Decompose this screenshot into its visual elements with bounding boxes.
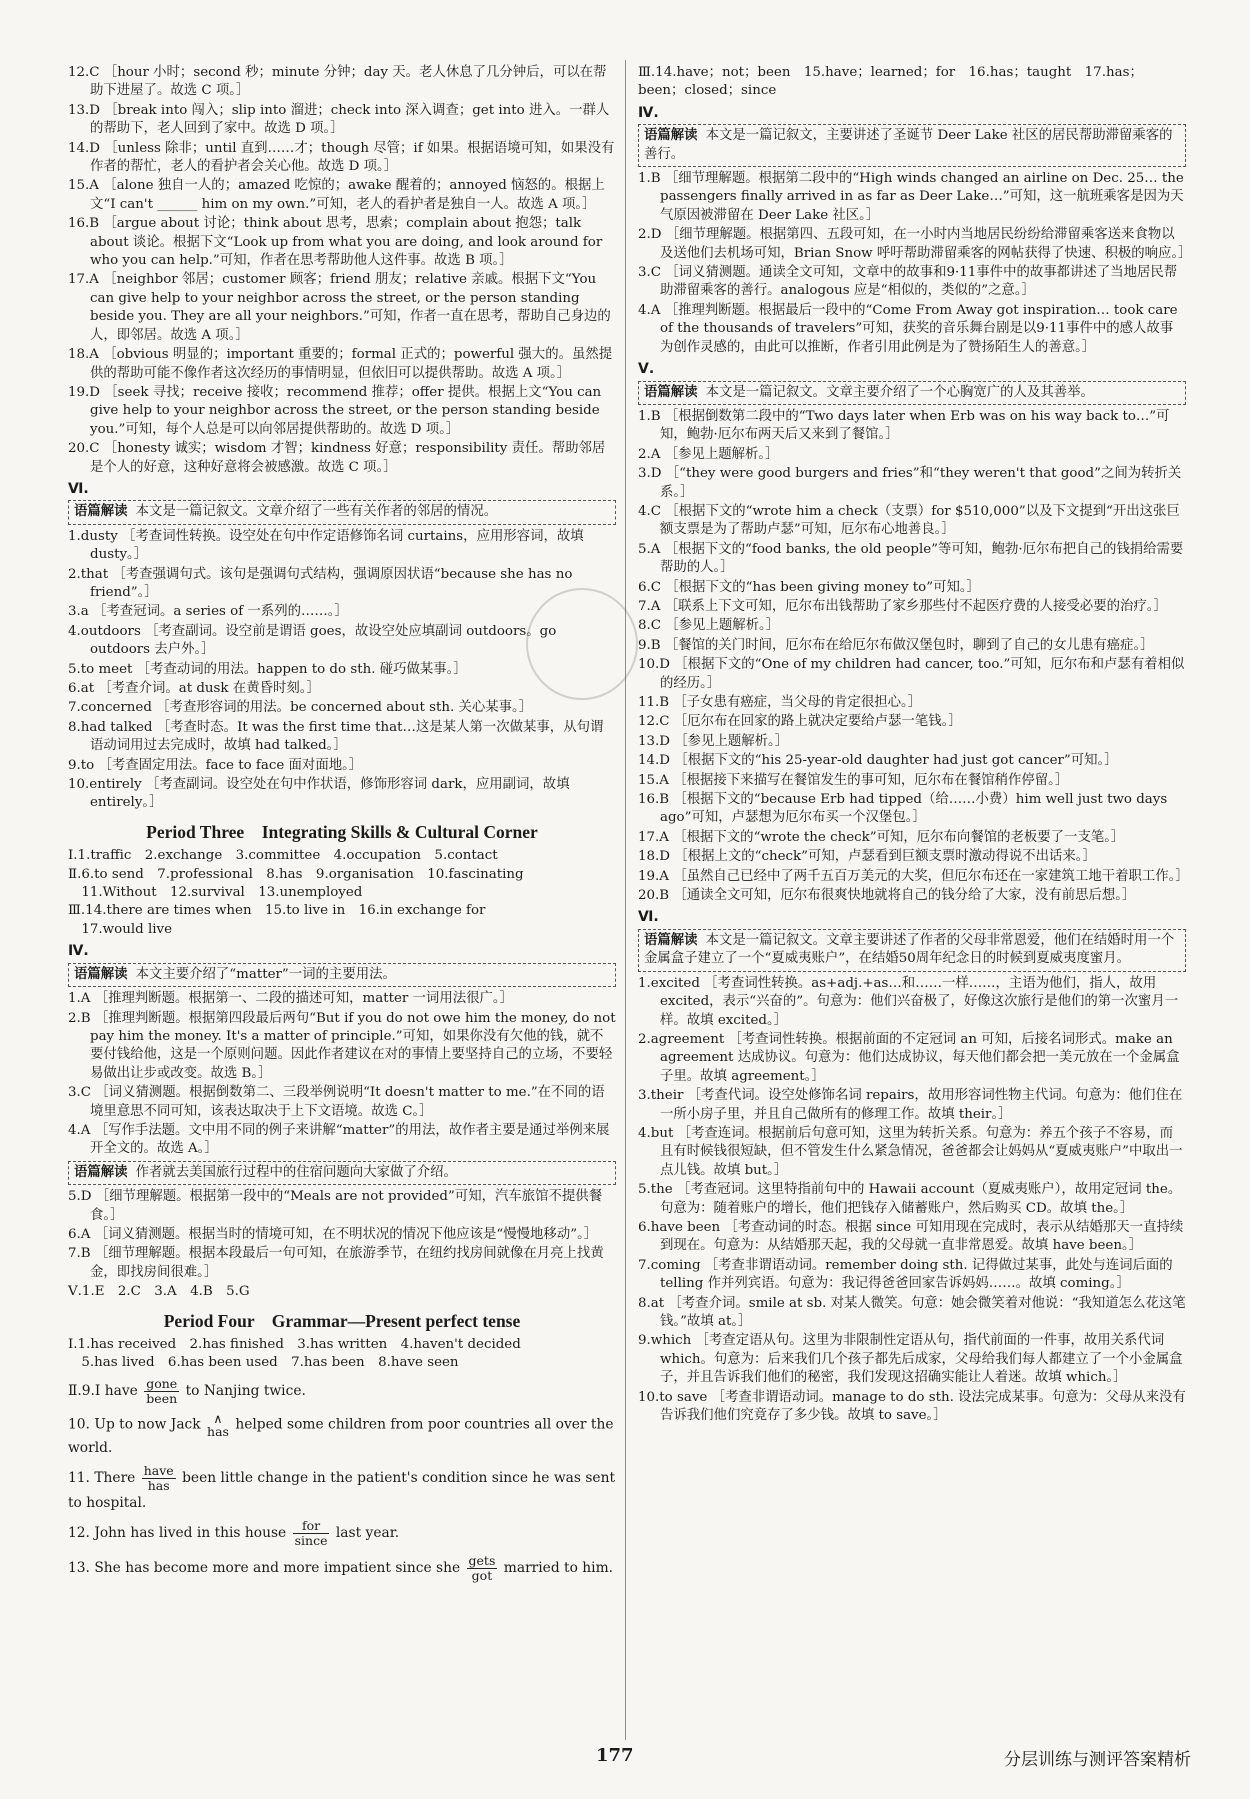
answer-item: 4.outdoors ［考查副词。设空前是谓语 goes，故设空处应填副词 outdoors。go outdoors 去户外。］ xyxy=(68,623,557,658)
left-column xyxy=(68,64,616,1589)
passage-summary-box xyxy=(68,500,616,524)
answer-item: 18.A ［obvious 明显的；important 重要的；formal 正式的；powerful 强大的。虽然提供的帮助可能不像作者这次经历的事情明显，但依旧可以提供帮助。故选 A 项。］ xyxy=(68,347,613,381)
answer-item: 2.agreement ［考查词性转换。根据前面的不定冠词 an 可知，后接名词形式。make an agreement 达成协议。句意为：他们达成协议，每天他们都会把一美元放在一个金属盒子里。故填 agreement。］ xyxy=(638,1031,1180,1084)
passage-summary-text: 作者就去美国旅行过程中的住宿问题向大家做了介绍。 xyxy=(135,1164,457,1180)
answer-item: 17.A ［根据下文的“wrote the check”可知，厄尔布向餐馆的老板要了一支笔。］ xyxy=(638,829,1125,845)
section-marker: Ⅴ. xyxy=(638,361,655,378)
correction-replacement xyxy=(142,1464,176,1493)
answer-item: 9.B ［餐馆的关门时间，厄尔布在给厄尔布做汉堡包时，聊到了自己的女儿患有癌症。］ xyxy=(638,637,1154,653)
correction-text: 12. John has lived in this house xyxy=(68,1524,287,1541)
passage-summary-text: 本文是一篇记叙文。文章介绍了一些有关作者的邻居的情况。 xyxy=(135,504,498,520)
section-marker: Ⅳ. xyxy=(68,943,89,960)
answer-row: 11.Without 12.survival 13.unemployed xyxy=(68,885,363,901)
answer-item: 12.C ［厄尔布在回家的路上就决定要给卢瑟一笔钱。］ xyxy=(638,714,962,730)
answer-item: 8.had talked ［考查时态。It was the first time that…这是某人第一次做某事，从句谓语动词用过去完成时，故填 had talked。］ xyxy=(68,719,604,754)
answer-item: 4.C ［根据下文的“wrote him a check（支票）for $510,000”以及下文提到“开出这张巨额支票是为了帮助卢瑟”可知，厄尔布心地善良。］ xyxy=(638,503,1180,538)
answer-item: 14.D ［根据下文的“his 25-year-old daughter had just got cancer”可知。］ xyxy=(638,753,1118,769)
answer-item: 4.A ［推理判断题。根据最后一段中的“Come From Away got inspiration… took care of the thousands of travelers”可知，获奖的音乐舞台剧是以9·11事件中的感人故事为创作灵感的，由此可以推断，作者引用此例是为了赞扬陌生人的善意。］ xyxy=(638,302,1178,355)
passage-summary-label: 语篇解读 xyxy=(74,966,128,982)
answer-item: 2.A ［参见上题解析。］ xyxy=(638,446,779,462)
answer-item: 5.A ［根据下文的“food banks, the old people”等可知，鲍勃·厄尔布把自己的钱捐给需要帮助的人。］ xyxy=(638,541,1184,576)
correction-text: been little change in the patient's condition since he was sent to hospital. xyxy=(68,1469,616,1511)
answer-item: 6.A ［词义猜测题。根据当时的情境可知，在不明状况的情况下他应该是“慢慢地移动”。］ xyxy=(68,1226,598,1242)
answer-item: 4.but ［考查连词。根据前后句意可知，这里为转折关系。句意为：养五个孩子不容易，而且有时候钱很短缺，但不管发生什么紧急情况，爸爸都会让妈妈从“夏威夷账户”中取出一点儿钱。故填 but。］ xyxy=(638,1125,1183,1178)
passage-summary-text: 本文是一篇记叙文，主要讲述了圣诞节 Deer Lake 社区的居民帮助滞留乘客的善行。 xyxy=(644,128,1173,162)
answer-item: 6.C ［根据下文的“has been giving money to”可知。］ xyxy=(638,579,980,595)
answer-item: 20.B ［通读全文可知，厄尔布很爽快地就将自己的钱分给了大家，没有前思后想。］ xyxy=(638,888,1136,904)
corrected-word: since xyxy=(294,1532,328,1548)
passage-summary-label: 语篇解读 xyxy=(644,384,698,400)
section-marker: Ⅵ. xyxy=(638,909,659,926)
passage-summary-text: 本文是一篇记叙文。文章主要介绍了一个心胸宽广的人及其善举。 xyxy=(705,384,1094,400)
corrected-word: has xyxy=(147,1477,170,1493)
period-four-title: Period Four Grammar—Present perfect tense xyxy=(163,1310,521,1331)
correction-text: Ⅱ.9.I have xyxy=(68,1382,138,1399)
passage-summary-label: 语篇解读 xyxy=(74,504,128,520)
passage-summary-box xyxy=(638,381,1186,405)
answer-item: 12.C ［hour 小时；second 秒；minute 分钟；day 天。老人休息了几分钟后，可以在帮助下进屋了。故选 C 项。］ xyxy=(68,65,607,99)
answer-item: 6.have been ［考查动词的时态。根据 since 可知用现在完成时，表示从结婚那天一直持续到现在。句意为：从结婚那天起，我的父母就一直非常恩爱。故填 have been。］ xyxy=(638,1219,1184,1254)
section-grammar-fill-answers xyxy=(68,528,616,813)
correction-item xyxy=(68,1519,616,1548)
correction-text: last year. xyxy=(335,1524,400,1541)
answer-item: 8.at ［考查介词。smile at sb. 对某人微笑。句意：她会微笑着对他说：“我知道怎么花这笔钱。”故填 at。］ xyxy=(638,1295,1186,1329)
original-word: for xyxy=(293,1519,330,1534)
passage-summary-box xyxy=(638,929,1186,972)
answer-item: 13.D ［参见上题解析。］ xyxy=(638,733,789,749)
corrected-word: got xyxy=(471,1567,493,1583)
answer-item: 7.coming ［考查非谓语动词。remember doing sth. 记得做过某事，此处与连词后面的 telling 作并列宾语。句意为：我记得爸爸回家告诉妈妈……。故填 coming。］ xyxy=(638,1257,1173,1292)
insertion-mark xyxy=(207,1412,229,1438)
original-word: have xyxy=(143,1462,174,1478)
answer-item: 7.A ［联系上下文可知，厄尔布出钱帮助了家乡那些付不起医疗费的人接受必要的治疗。］ xyxy=(638,598,1167,614)
answer-item: 5.D ［细节理解题。根据第一段中的“Meals are not provided”可知，汽车旅馆不提供餐食。］ xyxy=(68,1189,603,1223)
correction-text: 13. She has become more and more impatient since she xyxy=(68,1559,461,1576)
answer-item: 15.A ［alone 独自一人的；amazed 吃惊的；awake 醒着的；annoyed 恼怒的。根据上文“I can't ______ him on my own.”可知，老人的看护者是独自一人。故选 A 项。］ xyxy=(68,178,605,212)
right-column xyxy=(638,64,1192,1426)
answer-row: Ⅰ.1.has received 2.has finished 3.has written 4.haven't decided xyxy=(68,1337,521,1352)
correction-item xyxy=(68,1464,616,1513)
answer-item: 1.excited ［考查词性转换。as+adj.+as…和……一样……，主语为他们，指人，故用 excited，表示“兴奋的”。句意为：他们兴奋极了，好像这次旅行是他们的第一次蜜月一样。故填 excited。］ xyxy=(638,975,1179,1028)
section-cloze-answers xyxy=(68,64,616,477)
footer-title: 分层训练与测评答案精析 xyxy=(1004,1750,1191,1770)
corrected-word: been xyxy=(146,1390,178,1406)
answer-item: 2.D ［细节理解题。根据第四、五段可知，在一小时内当地居民纷纷给滞留乘客送来食物以及送他们去机场可知，Brian Snow 呼吁帮助滞留乘客的网帖获得了快速、积极的响应。］ xyxy=(638,227,1192,261)
correction-item xyxy=(68,1412,616,1458)
answer-item: 18.D ［根据上文的“check”可知，卢瑟看到巨额支票时激动得说不出话来。］ xyxy=(638,849,1096,865)
answer-row: 17.would live xyxy=(68,921,172,937)
answer-item: 1.dusty ［考查词性转换。设空处在句中作定语修饰名词 curtains，应用形容词，故填 dusty。］ xyxy=(68,528,584,563)
answer-item: 6.at ［考查介词。at dusk 在黄昏时刻。］ xyxy=(68,681,320,696)
answer-item: 16.B ［argue about 讨论；think about 思考，思索；complain about 抱怨；talk about 谈论。根据下文“Look up from what you are doing, and look around for who you can help.”可知，作者在思考帮助他人这件事。故选 B 项。］ xyxy=(68,216,603,269)
passage-summary-box xyxy=(638,124,1186,167)
answer-item: 9.to ［考查固定用法。face to face 面对面地。］ xyxy=(68,757,363,773)
correction-replacement xyxy=(467,1554,498,1583)
answer-item: 7.concerned ［考查形容词的用法。be concerned about sth. 关心某事。］ xyxy=(68,700,533,716)
answer-row: Ⅲ.14.have；not；been 15.have；learned；for 16.has；taught 17.has；been；closed；since xyxy=(638,65,1143,99)
answer-item: 1.B ［细节理解题。根据第二段中的“High winds changed an airline on Dec. 25… the passengers finally arrived in as far as Deer Lake…”可知，这一航班乘客是因为天气原因被滞留在 Deer Lake 社区。］ xyxy=(638,171,1184,223)
answer-item: 15.A ［根据接下来描写在餐馆发生的事可知，厄尔布在餐馆稍作停留。］ xyxy=(638,772,1069,788)
answer-item: 9.which ［考查定语从句。这里为非限制性定语从句，指代前面的一件事，故用关系代词 which。句意为：后来我们几个孩子都先后成家，父母给我们每人都建立了一个小金属盒子，并且告诉我们他们的秘密，我们发现这招确实能让人着迷。故填 which。］ xyxy=(638,1333,1183,1386)
original-word: gets xyxy=(468,1552,496,1568)
answer-item: 19.D ［seek 寻找；receive 接收；recommend 推荐；offer 提供。根据上文“You can give help to your neighbor across the street, or the person standing beside you.”可知，每个人总是可以向邻居提供帮助的。故选 D 项。］ xyxy=(68,384,602,437)
column-divider xyxy=(625,60,626,1740)
answer-item: 2.that ［考查强调句式。该句是强调句式结构，强调原因状语“because she has no friend”。］ xyxy=(68,566,573,600)
answer-item: 7.B ［细节理解题。根据本段最后一句可知，在旅游季节，在纽约找房间就像在月亮上找黄金，即找房间很难。］ xyxy=(68,1246,604,1280)
page-number: 177 xyxy=(596,1745,634,1766)
correction-replacement xyxy=(293,1519,330,1548)
passage-summary-label: 语篇解读 xyxy=(644,128,698,144)
passage-summary-box xyxy=(68,963,616,987)
answer-item: 3.their ［考查代词。设空处修饰名词 repairs，故用形容词性物主代词。句意为：他们住在一所小房子里，并且自己做所有的修理工作。故填 their。］ xyxy=(638,1088,1183,1122)
inserted-word: has xyxy=(207,1423,229,1439)
correction-item xyxy=(68,1377,616,1406)
correction-text: 11. There xyxy=(68,1469,136,1486)
answer-item: 20.C ［honesty 诚实；wisdom 才智；kindness 好意；responsibility 责任。帮助邻居是个人的好意，这种好意将会被感激。故选 C 项。］ xyxy=(68,441,606,475)
section-marker: Ⅵ. xyxy=(68,480,89,497)
answer-item: 3.C ［词义猜测题。根据倒数第二、三段举例说明“It doesn't matter to me.”在不同的语境里意思不同可知，该表达取决于上下文语境。故选 C。］ xyxy=(68,1085,605,1119)
answer-item: 5.to meet ［考查动词的用法。happen to do sth. 碰巧做某事。］ xyxy=(68,661,467,677)
answer-item: 8.C ［参见上题解析。］ xyxy=(638,618,780,634)
answer-item: 2.B ［推理判断题。根据第四段最后两句“But if you do not owe him the money, do not pay him the money. It's a matter of principle.”可知，如果你没有欠他的钱，就不要付钱给他，这是一个原则问题。因此作者建议在对的事情上要坚持自己的立场，不要轻易做出让步或改变。故选 B。］ xyxy=(68,1010,616,1081)
answer-item: 17.A ［neighbor 邻居；customer 顾客；friend 朋友；relative 亲戚。根据下文“You can give help to your neighbor across the street, or the person standing beside you. They are all your neighbors.”可知，作者一直在思考，帮助自己身边的人，即邻居。故选 A 项。］ xyxy=(68,272,611,343)
answer-item: 13.D ［break into 闯入；slip into 溜进；check into 深入调查；get into 进入。一群人的帮助下，老人回到了家中。故选 D 项。］ xyxy=(68,102,610,137)
answer-item: 3.a ［考查冠词。a series of 一系列的……。］ xyxy=(68,604,348,620)
answer-item: 1.B ［根据倒数第二段中的“Two days later when Erb was on his way back to…”可知，鲍勃·厄尔布两天后又来到了餐馆。］ xyxy=(638,408,1170,443)
answer-item: 1.A ［推理判断题。根据第一、二段的描述可知，matter 一词用法很广。］ xyxy=(68,991,513,1007)
correction-text: to Nanjing twice. xyxy=(185,1382,306,1399)
answer-item: 14.D ［unless 除非；until 直到……才；though 尽管；if 如果。根据语境可知，如果没有作者的帮忙，老人的看护者会关心他。故选 D 项。］ xyxy=(68,140,615,175)
answer-item: 5.the ［考查冠词。这里特指前句中的 Hawaii account（夏威夷账户），故用定冠词 the。句意为：随着账户的增长，他们把钱存入储蓄账户，然后购买 CD。故填 the。］ xyxy=(638,1182,1182,1216)
answer-item: 3.D ［“they were good burgers and fries”和“they weren't that good”之间为转折关系。］ xyxy=(638,466,1182,500)
answer-item: 10.entirely ［考查副词。设空处在句中作状语，修饰形容词 dark，应用副词，故填 entirely。］ xyxy=(68,777,570,811)
answer-row: Ⅴ.1.E 2.C 3.A 4.B 5.G xyxy=(68,1284,250,1300)
section-marker: Ⅳ. xyxy=(638,104,659,121)
answer-item: 10.D ［根据下文的“One of my children had cancer, too.”可知，厄尔布和卢瑟有着相似的经历。］ xyxy=(638,657,1185,691)
answer-item: 10.to save ［考查非谓语动词。manage to do sth. 设法完成某事。句意为：父母从来没有告诉我们他们究竟存了多少钱。故填 to save。］ xyxy=(638,1389,1186,1424)
original-word: gone xyxy=(146,1375,178,1391)
passage-summary-text: 本文是一篇记叙文。文章主要讲述了作者的父母非常恩爱，他们在结婚时用一个金属盒子建立了一个“夏威夷账户”，在结婚50周年纪念日的时候到夏威夷度蜜月。 xyxy=(644,932,1175,967)
correction-item xyxy=(68,1554,616,1583)
answer-item: 16.B ［根据下文的“because Erb had tipped（给……小费）him well just two days ago”可知，卢瑟想为厄尔布买一个汉堡包。］ xyxy=(638,792,1168,826)
passage-summary-box xyxy=(68,1161,616,1185)
answer-row: 5.has lived 6.has been used 7.has been 8.have seen xyxy=(68,1355,459,1371)
passage-summary-text: 本文主要介绍了“matter”一词的主要用法。 xyxy=(135,966,396,982)
correction-text: 10. Up to now Jack xyxy=(68,1416,201,1433)
correction-replacement xyxy=(144,1377,179,1406)
answer-item: 3.C ［词义猜测题。通读全文可知，文章中的故事和9·11事件中的故事都讲述了当地居民帮助滞留乘客的善行。analogous 应是“相似的，类似的”之意。］ xyxy=(638,265,1178,299)
correction-text: married to him. xyxy=(503,1559,614,1576)
caret-icon: ∧ xyxy=(213,1410,223,1426)
answer-item: 4.A ［写作手法题。文中用不同的例子来讲解“matter”的用法，故作者主要是通过举例来展开全文的。故选 A。］ xyxy=(68,1122,610,1157)
answer-row: Ⅲ.14.there are times when 15.to live in 16.in exchange for xyxy=(68,903,486,919)
correction-text: helped some children from poor countries all over the world. xyxy=(68,1416,614,1456)
answer-item: 11.B ［子女患有癌症，当父母的肯定很担心。］ xyxy=(638,695,922,710)
period-three-title: Period Three Integrating Skills & Cultural Corner xyxy=(146,821,538,842)
answer-item: 19.A ［虽然自己已经中了两千五百万美元的大奖，但厄尔布还在一家建筑工地干着职工作。］ xyxy=(638,868,1189,884)
passage-summary-label: 语篇解读 xyxy=(74,1164,128,1180)
answer-row: Ⅰ.1.traffic 2.exchange 3.committee 4.occupation 5.contact xyxy=(68,848,498,864)
answer-row: Ⅱ.6.to send 7.professional 8.has 9.organisation 10.fascinating xyxy=(68,866,524,882)
passage-summary-label: 语篇解读 xyxy=(644,932,698,948)
